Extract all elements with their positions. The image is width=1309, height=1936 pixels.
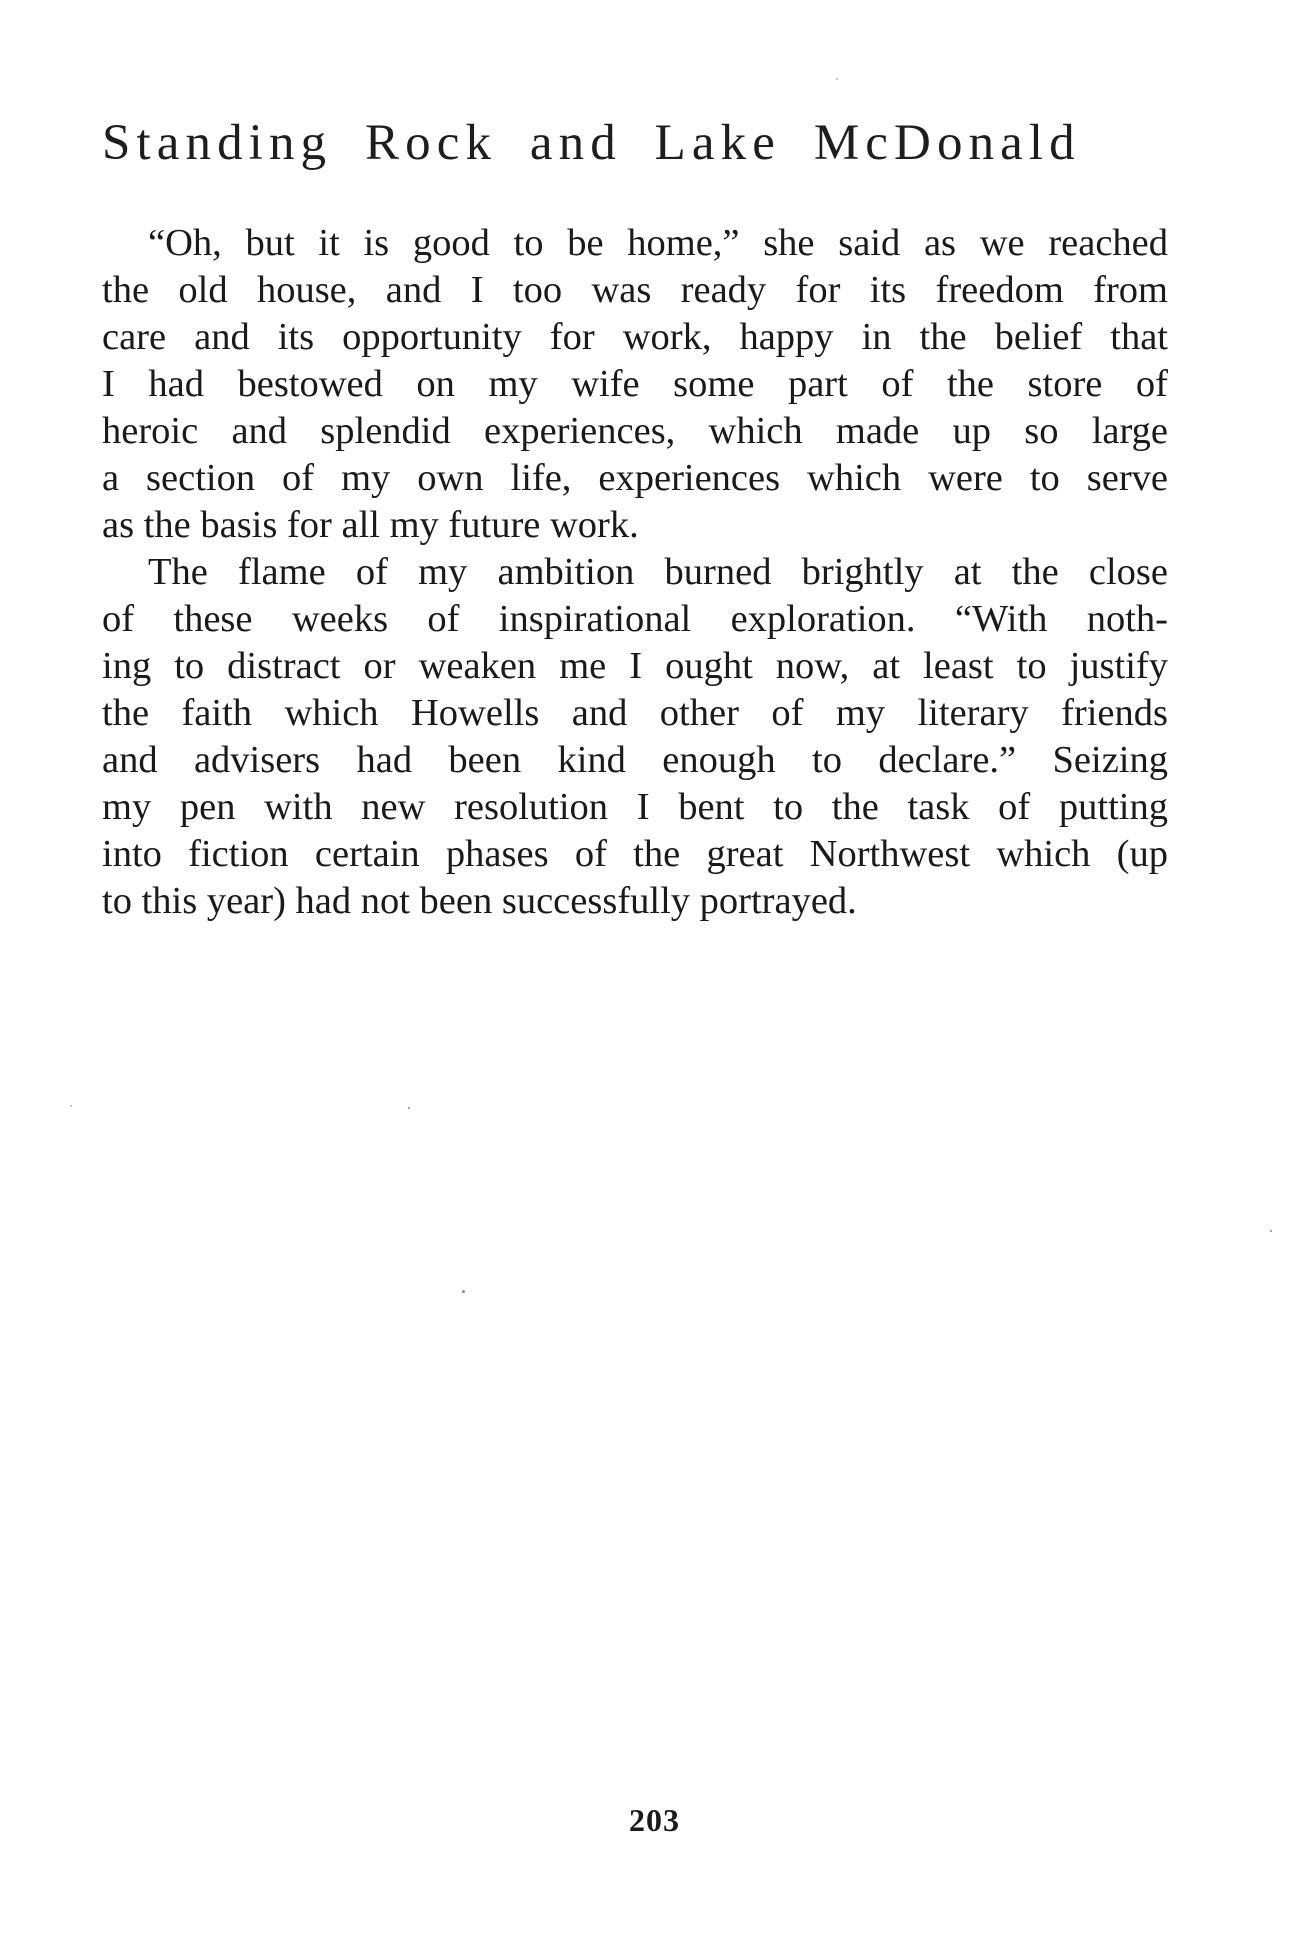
text-line: my pen with new resolution I bent to the task of putting: [102, 786, 1168, 828]
scan-speck: [836, 78, 838, 80]
text-line: a section of my own life, experiences which were to serve: [102, 457, 1168, 499]
scan-speck: [462, 1290, 465, 1293]
scan-speck: [70, 1105, 72, 1107]
text-line: into fiction certain phases of the great Northwest which (up: [102, 833, 1168, 875]
text-line: the old house, and I too was ready for its freedom from: [102, 269, 1168, 311]
scan-speck: [408, 1107, 410, 1109]
text-line: care and its opportunity for work, happy in the belief that: [102, 316, 1168, 358]
paragraph-1: [102, 220, 1168, 549]
text-line: of these weeks of inspirational exploration. “With noth-: [102, 598, 1168, 640]
text-line: as the basis for all my future work.: [102, 504, 639, 546]
text-line: and advisers had been kind enough to declare.” Seizing: [102, 739, 1168, 781]
text-line: to this year) had not been successfully portrayed.: [102, 880, 857, 922]
text-line: the faith which Howells and other of my literary friends: [102, 692, 1168, 734]
scan-speck: [1270, 1230, 1272, 1232]
text-line: I had bestowed on my wife some part of the store of: [102, 363, 1168, 405]
paragraph-2: [102, 549, 1168, 925]
text-line: heroic and splendid experiences, which made up so large: [102, 410, 1168, 452]
text-line: ing to distract or weaken me I ought now, at least to justify: [102, 645, 1168, 687]
running-head-title: Standing Rock and Lake McDonald: [102, 115, 1081, 171]
text-line: The flame of my ambition burned brightly at the close: [148, 551, 1168, 593]
text-line: “Oh, but it is good to be home,” she said as we reached: [148, 222, 1168, 264]
page-number: 203: [629, 1802, 680, 1838]
body-text: [102, 220, 1168, 925]
